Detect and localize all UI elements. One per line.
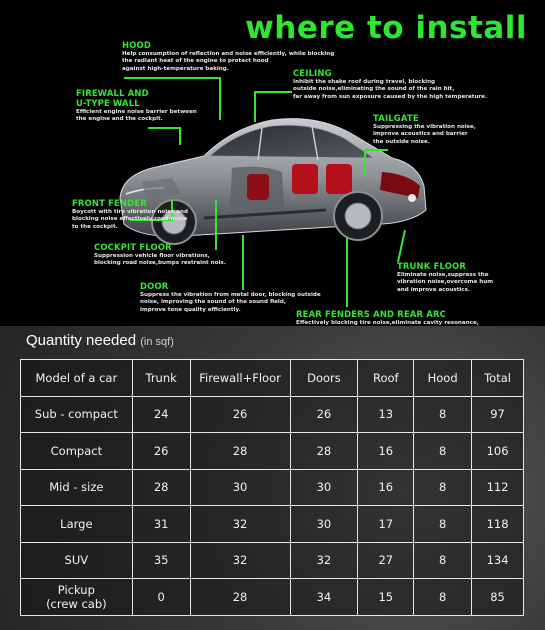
table-cell: 31 — [132, 506, 190, 543]
table-cell: 35 — [132, 542, 190, 579]
table-cell: 118 — [472, 506, 524, 543]
header-total: Total — [472, 360, 524, 397]
model-cell: Pickup (crew cab) — [21, 579, 133, 616]
table-cell: 30 — [290, 506, 358, 543]
table-cell: 8 — [414, 469, 472, 506]
table-row — [21, 469, 524, 506]
quantity-section — [0, 326, 545, 630]
header-doors: Doors — [290, 360, 358, 397]
header-roof: Roof — [358, 360, 414, 397]
quantity-table — [20, 359, 524, 616]
header-trunk: Trunk — [132, 360, 190, 397]
table-cell: 8 — [414, 506, 472, 543]
table-cell: 32 — [190, 506, 290, 543]
model-cell: Mid - size — [21, 469, 133, 506]
label-rear-fenders: REAR FENDERS AND REAR ARC Effectively blocking tire noise,eliminate cavity resonance, — [296, 309, 479, 326]
table-cell: 16 — [358, 433, 414, 470]
table-cell: 28 — [190, 433, 290, 470]
table-cell: 134 — [472, 542, 524, 579]
table-cell: 26 — [190, 396, 290, 433]
table-cell: 17 — [358, 506, 414, 543]
table-row — [21, 433, 524, 470]
table-cell: 28 — [190, 579, 290, 616]
label-door: DOOR Suppress the vibration from metal door, blocking outside noise, improving the sound of the sound field, improve tone quality efficiently. — [140, 281, 321, 313]
table-cell: 8 — [414, 542, 472, 579]
page-title: where to install — [245, 10, 527, 46]
table-cell: 16 — [358, 469, 414, 506]
table-cell: 24 — [132, 396, 190, 433]
label-firewall: FIREWALL AND U-TYPE WALL Efficient engine noise barrier between the engine and the cockpit. — [76, 88, 197, 123]
header-firewall-floor: Firewall+Floor — [190, 360, 290, 397]
table-cell: 26 — [290, 396, 358, 433]
label-trunk-floor: TRUNK FLOOR Eliminate noise,suppress the vibration noise,overcome hum and improve acoustics. — [397, 261, 494, 293]
table-cell: 8 — [414, 579, 472, 616]
table-cell: 32 — [290, 542, 358, 579]
table-cell: 8 — [414, 433, 472, 470]
table-cell: 97 — [472, 396, 524, 433]
table-cell: 32 — [190, 542, 290, 579]
table-row — [21, 506, 524, 543]
table-cell: 30 — [290, 469, 358, 506]
header-hood: Hood — [414, 360, 472, 397]
label-tailgate: TAILGATE Suppressing the vibration noise, improve acoustics and barrier the outside noise. — [373, 113, 476, 145]
label-ceiling: CEILING Inhibit the shake roof during travel, blocking outside noise,eliminating the sound of the rain hit, far away from sun exposure caused by the high temperature. — [293, 68, 488, 100]
table-cell: 85 — [472, 579, 524, 616]
header-model: Model of a car — [21, 360, 133, 397]
table-cell: 112 — [472, 469, 524, 506]
model-cell: Compact — [21, 433, 133, 470]
table-cell: 13 — [358, 396, 414, 433]
table-row — [21, 396, 524, 433]
label-cockpit-floor: COCKPIT FLOOR Suppression vehicle floor vibrations, blocking road noise,bumps restraint nois. — [94, 242, 226, 267]
table-cell: 28 — [132, 469, 190, 506]
model-cell: Large — [21, 506, 133, 543]
model-cell: Sub - compact — [21, 396, 133, 433]
table-cell: 30 — [190, 469, 290, 506]
table-cell: 8 — [414, 396, 472, 433]
table-cell: 26 — [132, 433, 190, 470]
label-front-fender: FRONT FENDER Boycott with tire vibration noise and blocking noise effectively,road noise to the cockpit. — [72, 198, 189, 230]
table-cell: 106 — [472, 433, 524, 470]
table-cell: 0 — [132, 579, 190, 616]
table-row — [21, 542, 524, 579]
quantity-heading: Quantity needed (in sqf) — [26, 332, 174, 349]
table-cell: 15 — [358, 579, 414, 616]
table-row — [21, 579, 524, 616]
table-cell: 28 — [290, 433, 358, 470]
table-cell: 27 — [358, 542, 414, 579]
table-cell: 34 — [290, 579, 358, 616]
label-hood: HOOD Help consumption of reflection and noise efficiently, while blocking the radiant heat of the engine to protect hood against high-temperature baking. — [122, 40, 335, 72]
model-cell: SUV — [21, 542, 133, 579]
table-header-row — [21, 360, 524, 397]
